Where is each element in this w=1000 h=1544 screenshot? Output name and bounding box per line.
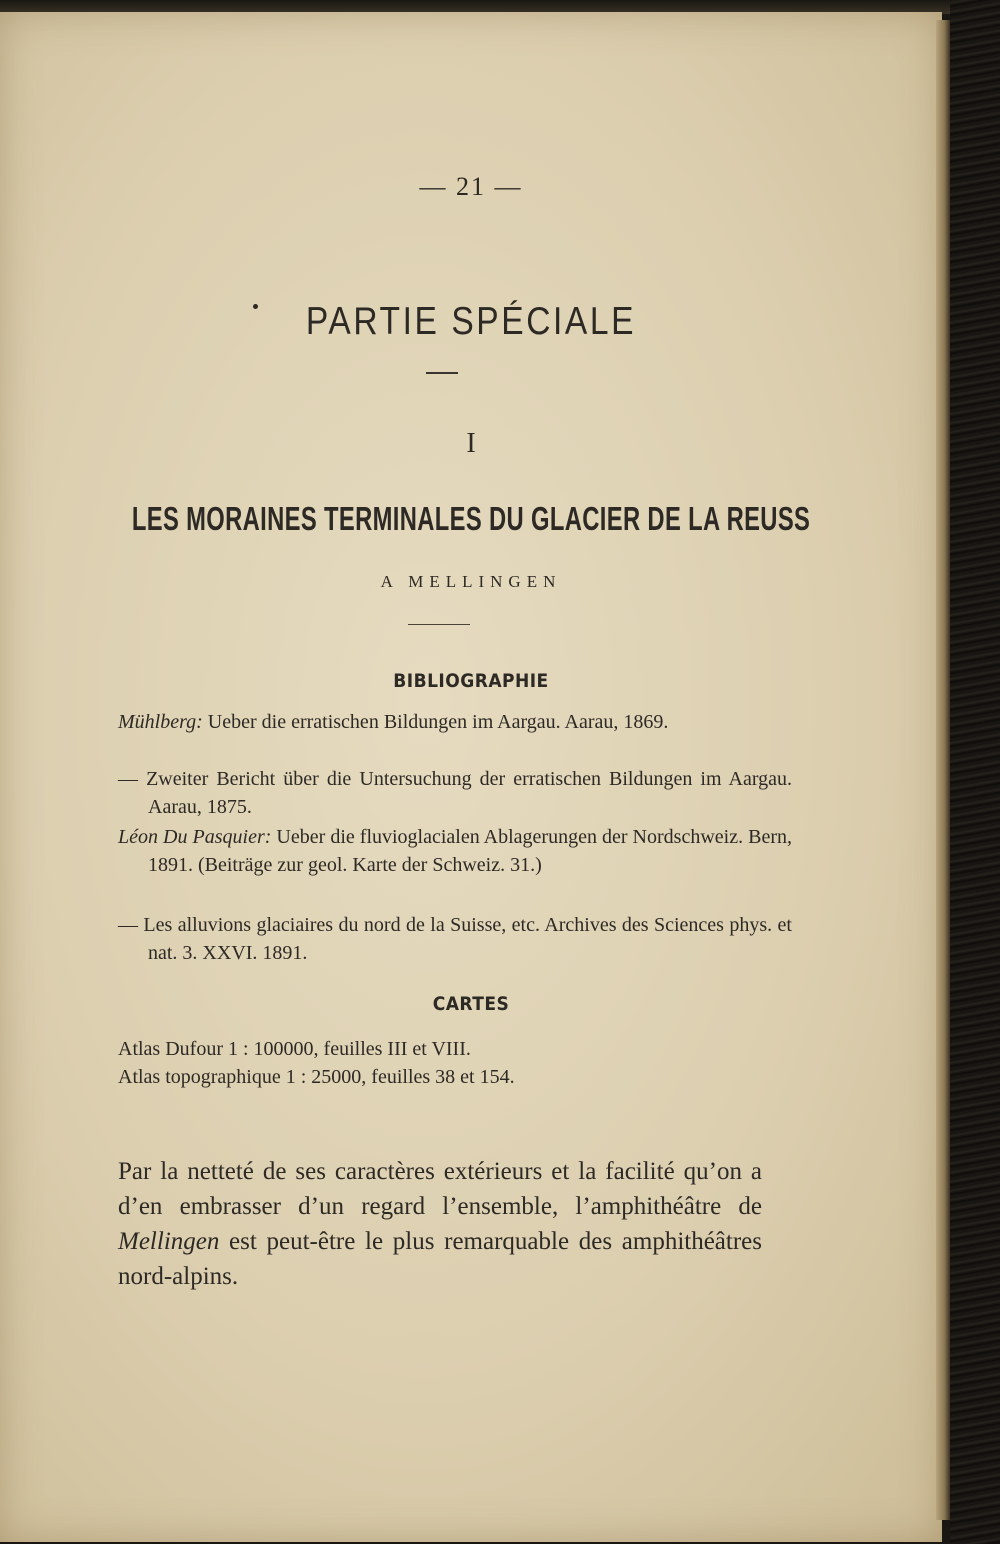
body-paragraph xyxy=(118,1154,762,1294)
entry-author: Léon Du Pasquier: xyxy=(118,826,272,848)
body-text-start: Par la netteté de ses caractères extérieurs et la facilité qu’on a d’en embrasser d’un regard l’ensemble, l’amphithéâtre de xyxy=(118,1158,762,1220)
entry-author: Mühlberg: xyxy=(118,711,203,733)
bibliography-entry xyxy=(118,823,792,879)
section-numeral: I xyxy=(466,428,476,459)
bibliography-entry xyxy=(118,911,792,967)
title-dash xyxy=(426,372,458,374)
entry-author: — xyxy=(118,768,147,790)
chapter-title: LES MORAINES TERMINALES DU GLACIER DE LA REUSS xyxy=(131,500,811,537)
entry-text: Ueber die fluvioglacialen Ablagerungen der Nordschweiz. Bern, 1891. (Beiträge zur geol. Karte der Schweiz. 31.) xyxy=(148,826,792,876)
body-emphasis: Mellingen xyxy=(118,1228,220,1255)
entry-author: — xyxy=(118,914,144,936)
entry-text: Ueber die erratischen Bildungen im Aargau. Aarau, 1869. xyxy=(202,711,669,733)
entry-text: Les alluvions glaciaires du nord de la Suisse, etc. Archives des Sciences phys. et nat. 3. XXVI. 1891. xyxy=(143,914,792,964)
maps-heading: CARTES xyxy=(432,993,510,1015)
chapter-subtitle: A MELLINGEN xyxy=(380,572,562,591)
bibliography-entry xyxy=(118,708,792,736)
page-number: — 21 — xyxy=(419,172,523,201)
map-entry: Atlas topographique 1 : 25000, feuilles 38 et 154. xyxy=(118,1066,515,1088)
entry-text: Zweiter Bericht über die Untersuchung der erratischen Bildungen im Aargau. Aarau, 1875. xyxy=(146,768,793,818)
bibliography-entry xyxy=(118,765,792,821)
paper-edge xyxy=(936,20,950,1520)
part-title: PARTIE SPÉCIALE xyxy=(305,300,637,343)
map-entry: Atlas Dufour 1 : 100000, feuilles III et VIII. xyxy=(118,1038,471,1060)
book-binding xyxy=(950,0,1000,1544)
bibliography-heading: BIBLIOGRAPHIE xyxy=(393,670,549,692)
body-text-end: est peut-être le plus remarquable des amphithéâtres nord-alpins. xyxy=(118,1228,762,1290)
divider-rule xyxy=(408,624,470,625)
